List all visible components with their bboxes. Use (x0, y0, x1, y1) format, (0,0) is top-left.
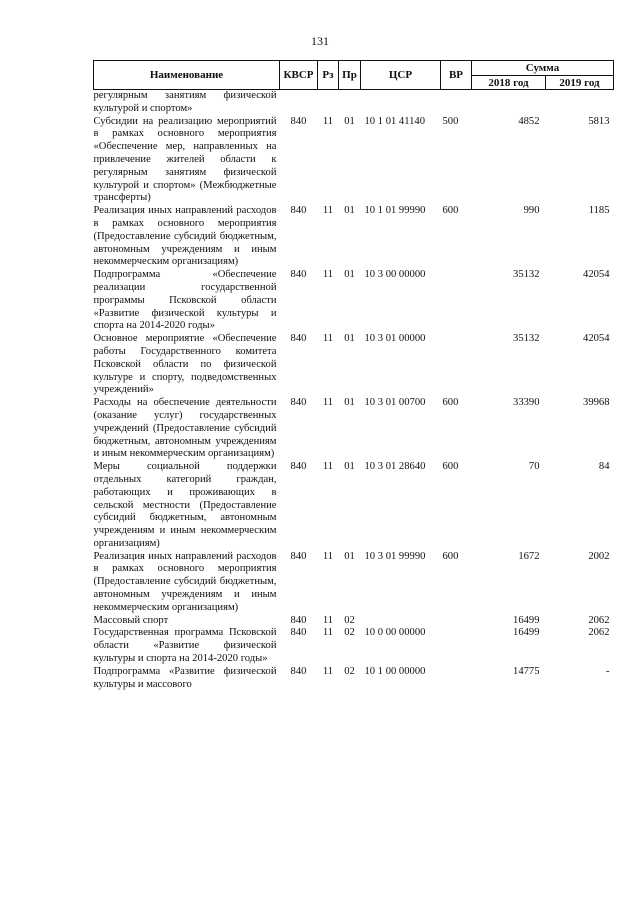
row-name: Реализация иных направлений расходов в рамках основного мероприятия (Предоставление субсидий бюджетным, автономным учреждениям и иным некоммерческим организациям) (93, 550, 277, 613)
row-csr: 10 1 00 00000 (364, 665, 426, 677)
row-rz: 11 (322, 627, 334, 639)
row-kvsr: 840 (290, 115, 307, 127)
row-csr: 10 3 00 00000 (364, 269, 426, 281)
row-name: Субсидии на реализацию мероприятий в рамках основного мероприятия «Обеспечение мер, направленных на привлечение жителей области к регулярным занятиям физической культурой и спортом» (Межбюджетные трансферты) (93, 115, 277, 204)
row-pr: 01 (344, 461, 355, 473)
row-rz: 11 (322, 333, 334, 345)
row-vr: 600 (442, 550, 459, 562)
table-row (94, 666, 614, 692)
row-vr (441, 627, 472, 665)
row-csr: 10 1 01 99990 (364, 205, 426, 217)
row-sum-2018: 35132 (513, 269, 540, 281)
row-kvsr: 840 (290, 333, 307, 345)
header-year-2018: 2018 год (472, 76, 546, 90)
page-number: 131 (311, 34, 329, 48)
row-pr: 02 (344, 665, 355, 677)
row-rz: 11 (322, 461, 334, 473)
table-row (94, 461, 614, 551)
row-csr (361, 615, 441, 628)
row-kvsr: 840 (290, 461, 307, 473)
row-csr: 10 3 01 99990 (364, 550, 426, 562)
row-sum-2019: 39968 (583, 397, 610, 409)
row-vr (441, 90, 472, 116)
row-rz: 11 (322, 665, 334, 677)
row-kvsr: 840 (290, 269, 307, 281)
header-sum: Сумма (472, 61, 614, 76)
row-sum-2019 (546, 90, 614, 116)
row-rz: 11 (322, 115, 334, 127)
row-sum-2018 (472, 90, 546, 116)
row-name: Подпрограмма «Развитие физической культуры и массового (93, 665, 277, 690)
row-sum-2019: - (605, 665, 610, 677)
row-sum-2018: 14775 (513, 665, 540, 677)
row-rz: 11 (322, 614, 334, 626)
row-csr: 10 3 01 28640 (364, 461, 426, 473)
row-vr (441, 333, 472, 397)
row-kvsr (280, 90, 318, 116)
row-vr: 500 (442, 115, 459, 127)
row-name: Государственная программа Псковской области «Развитие физической культуры и спорта на 2014-2020 годы» (93, 627, 277, 665)
row-rz: 11 (322, 205, 334, 217)
table-row (94, 333, 614, 397)
row-csr: 10 3 01 00700 (364, 397, 426, 409)
row-sum-2019: 2062 (588, 627, 610, 639)
table-row (94, 551, 614, 615)
row-rz: 11 (322, 269, 334, 281)
row-rz: 11 (322, 397, 334, 409)
row-sum-2018: 4852 (518, 115, 540, 127)
row-sum-2018: 70 (528, 461, 540, 473)
row-rz: 11 (322, 550, 334, 562)
row-csr (361, 90, 441, 116)
row-vr: 600 (442, 397, 459, 409)
row-pr: 01 (344, 333, 355, 345)
row-pr: 01 (344, 550, 355, 562)
header-rz: Рз (318, 61, 339, 90)
table-row (94, 205, 614, 269)
table-row (94, 269, 614, 333)
table-header (94, 61, 614, 90)
row-kvsr: 840 (290, 627, 307, 639)
table-row (94, 397, 614, 461)
table-row (94, 627, 614, 665)
row-pr (339, 90, 361, 116)
row-name: Массовый спорт (93, 614, 169, 626)
row-csr: 10 0 00 00000 (364, 627, 426, 639)
row-pr: 02 (344, 614, 355, 626)
row-vr: 600 (442, 205, 459, 217)
header-year-2019: 2019 год (546, 76, 614, 90)
table-body (94, 90, 614, 692)
row-sum-2018: 1672 (518, 550, 540, 562)
row-sum-2018: 33390 (513, 397, 540, 409)
row-name: Подпрограмма «Обеспечение реализации государственной программы Псковской области «Развитие физической культуры и спорта на 2014-2020 годы» (93, 269, 277, 332)
row-sum-2018: 16499 (513, 627, 540, 639)
row-vr: 600 (442, 461, 459, 473)
row-kvsr: 840 (290, 397, 307, 409)
header-kvsr: КВСР (280, 61, 318, 90)
row-sum-2019: 42054 (583, 269, 610, 281)
row-sum-2018: 990 (523, 205, 540, 217)
row-kvsr: 840 (290, 550, 307, 562)
header-vr: ВР (441, 61, 472, 90)
table-row (94, 615, 614, 628)
row-pr: 01 (344, 205, 355, 217)
row-csr: 10 1 01 41140 (364, 115, 426, 127)
row-rz (318, 90, 339, 116)
row-sum-2019: 2002 (588, 550, 610, 562)
row-name: Меры социальной поддержки отдельных категорий граждан, работающих и проживающих в сельской местности (Предоставление субсидий бюджетным, автономным учреждениям и иным некоммерческим организациям) (93, 461, 277, 549)
row-vr (441, 615, 472, 628)
row-pr: 01 (344, 269, 355, 281)
row-sum-2018: 16499 (513, 614, 540, 626)
row-vr (441, 269, 472, 333)
table-row (94, 116, 614, 206)
row-kvsr: 840 (290, 205, 307, 217)
row-sum-2019: 5813 (588, 115, 610, 127)
row-kvsr: 840 (290, 665, 307, 677)
row-name: Основное мероприятие «Обеспечение работы Государственного комитета Псковской области по физической культуре и спорту, подведомственных учреждений» (93, 333, 277, 396)
row-pr: 01 (344, 397, 355, 409)
header-name: Наименование (94, 61, 280, 90)
table-row (94, 90, 614, 116)
row-csr: 10 3 01 00000 (364, 333, 426, 345)
row-sum-2019: 84 (598, 461, 610, 473)
header-pr: Пр (339, 61, 361, 90)
row-pr: 01 (344, 115, 355, 127)
row-sum-2019: 2062 (588, 614, 610, 626)
budget-table (93, 60, 614, 691)
header-csr: ЦСР (361, 61, 441, 90)
row-name: Реализация иных направлений расходов в рамках основного мероприятия (Предоставление субсидий бюджетным, автономным учреждениям и иным некоммерческим организациям) (93, 205, 277, 268)
row-name: регулярным занятиям физической культурой и спортом» (93, 90, 277, 114)
row-vr (441, 666, 472, 692)
row-pr: 02 (344, 627, 355, 639)
row-name: Расходы на обеспечение деятельности (оказание услуг) государственных учреждений (Предоставление субсидий бюджетным, автономным учреждениям и иным некоммерческим организациям) (93, 397, 277, 460)
row-sum-2019: 1185 (588, 205, 610, 217)
row-sum-2019: 42054 (583, 333, 610, 345)
row-sum-2018: 35132 (513, 333, 540, 345)
row-kvsr: 840 (290, 614, 307, 626)
